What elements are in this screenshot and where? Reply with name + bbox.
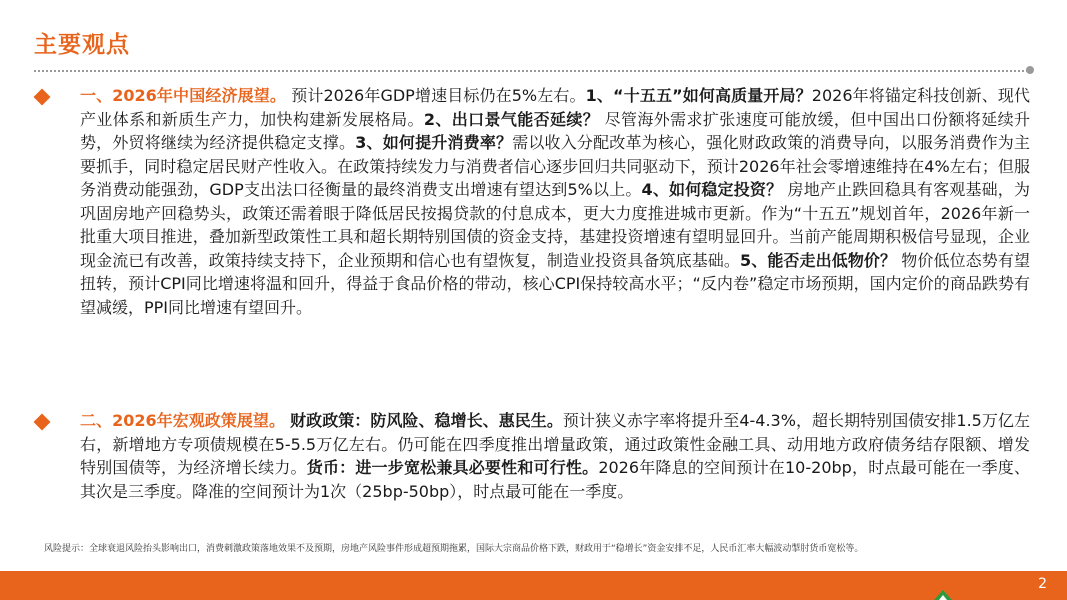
- body-text: 2026年将锚定科技创新、现代产业体系和新质生产力，加快构建新发展格局。: [80, 86, 1030, 129]
- logo-triangle-inner-icon: [939, 595, 947, 600]
- page-title: 主要观点: [34, 32, 130, 58]
- section-policy-outlook: [80, 409, 1030, 503]
- bold-question: 3、如何提升消费率？: [355, 133, 513, 152]
- section-heading: 一、2026年中国经济展望。: [80, 86, 286, 105]
- body-text: 预计2026年GDP增速目标仍在5%左右。: [291, 86, 586, 105]
- body-text: 需以收入分配改革为核心，强化财政政策的消费导向，以服务消费作为主要抓手，同时稳定居民财产性收入。在政策持续发力与消费者信心逐步回归共同驱动下，预计2026年社会零增速维持在4%左右；但服务消费动能强劲，GDP支出法口径衡量的最终消费支出增速有望达到5%以上。: [80, 133, 1030, 199]
- bold-question: 4、如何稳定投资？: [641, 180, 783, 199]
- bold-question: 2、出口景气能否延续？: [423, 109, 600, 129]
- footer-bar: [0, 571, 1067, 600]
- bold-question: 财政政策：防风险、稳增长、惠民生。: [290, 411, 563, 430]
- risk-disclaimer: 风险提示：全球衰退风险抬头影响出口，消费刺激政策落地效果不及预期，房地产风险事件形成超预期拖累，国际大宗商品价格下跌，财政用于“稳增长”资金安排不足，人民币汇率大幅波动掣肘货币宽松等。: [44, 544, 864, 554]
- title-divider: [34, 70, 1028, 72]
- body-text: 物价低位态势有望扭转，预计CPI同比增速将温和回升，得益于食品价格的带动，核心CPI保持较高水平；“反内卷”稳定市场预期，国内定价的商品跌势有望减缓，PPI同比增速有望回升。: [80, 250, 1030, 317]
- page-number: 2: [1038, 576, 1047, 592]
- bullet-diamond-icon: [34, 414, 51, 431]
- bold-question: 5、能否走出低物价？: [740, 250, 897, 270]
- body-text: 2026年降息的空间预计在10-20bp，时点最可能在一季度、其次是三季度。降准的空间预计为1次（25bp-50bp），时点最可能在一季度。: [80, 458, 1030, 501]
- bold-question: 货币：进一步宽松兼具必要性和可行性。: [306, 458, 599, 477]
- bold-question: 1、“十五五”如何高质量开局？: [585, 86, 812, 105]
- bullet-diamond-icon: [34, 89, 51, 106]
- body-text: 房地产止跌回稳具有客观基础，为巩固房地产回稳势头，政策还需着眼于降低居民按揭贷款的付息成本，更大力度推进城市更新。作为“十五五”规划首年，2026年新一批重大项目推进，叠加新型政策性工具和超长期特别国债的资金支持，基建投资增速有望明显回升。当前产能周期积极信号显现，企业现金流已有改善，政策持续支持下，企业预期和信心也有望恢复，制造业投资具备筑底基础。: [80, 180, 1030, 270]
- divider-end-dot: [1026, 66, 1034, 74]
- body-text: 预计狭义赤字率将提升至4-4.3%，超长期特别国债安排1.5万亿左右，新增地方专项债规模在5-5.5万亿左右。仍可能在四季度推出增量政策，通过政策性金融工具、动用地方政府债务结存限额、增发特别国债等，为经济增长续力。: [80, 411, 1030, 477]
- section-heading: 二、2026年宏观政策展望。: [80, 411, 285, 430]
- body-text: 尽管海外需求扩张速度可能放缓，但中国出口份额将延续升势，外贸将继续为经济提供稳定支撑。: [80, 109, 1030, 152]
- section-china-outlook: [80, 84, 1030, 319]
